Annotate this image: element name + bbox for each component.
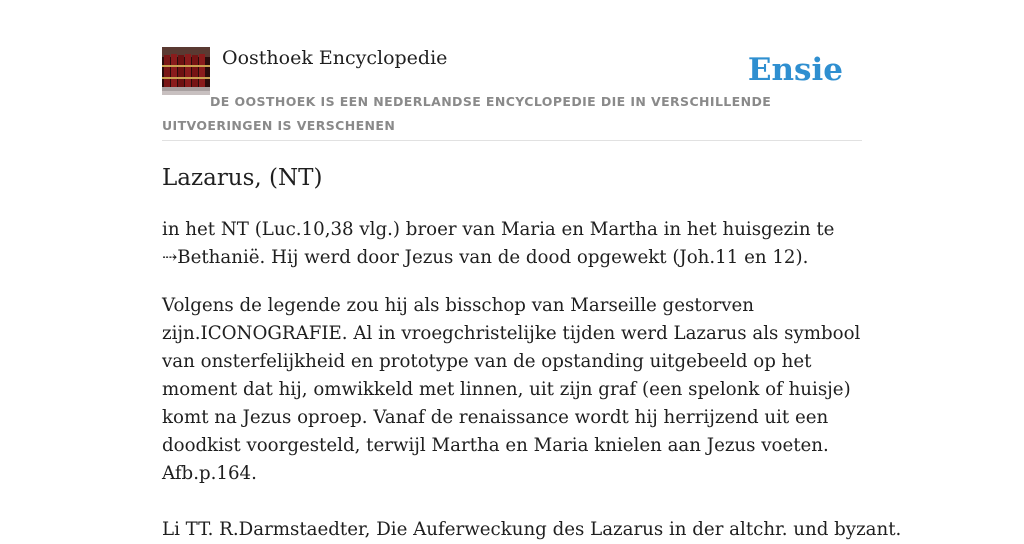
article	[162, 160, 902, 544]
encyclopedia-avatar[interactable]	[162, 47, 210, 95]
article-paragraph: in het NT (Luc.10,38 vlg.) broer van Maria en Martha in het huisgezin te ⇢Bethanië. Hij werd door Jezus van de dood opgewekt (Joh.11 en 12).	[162, 219, 835, 268]
ensie-logo-link[interactable]: Ensie	[747, 52, 843, 88]
site-header	[162, 46, 862, 141]
site-tagline: DE OOSTHOEK IS EEN NEDERLANDSE ENCYCLOPEDIE DIE IN VERSCHILLENDE UITVOERINGEN IS VERSCHENEN	[162, 94, 772, 133]
article-paragraph: Li TT. R.Darmstaedter, Die Auferweckung des Lazarus in der altchr. und byzant.	[162, 519, 902, 540]
article-paragraph: Volgens de legende zou hij als bisschop van Marseille gestorven zijn.ICONOGRAFIE. Al in vroegchristelijke tijden werd Lazarus als symbool van onsterfelijkheid en prototype van de opstanding uitgebeeld op het moment dat hij, omwikkeld met linnen, uit zijn graf (een spelonk of huisje) komt na Jezus oproep. Vanaf de renaissance wordt hij herrijzend uit een doodkist voorgesteld, terwijl Martha en Maria knielen aan Jezus voeten. Afb.p.164.	[162, 295, 861, 484]
article-title: Lazarus, (NT)	[162, 165, 323, 191]
book-spines-image	[162, 47, 210, 95]
site-title[interactable]: Oosthoek Encyclopedie	[222, 47, 448, 69]
